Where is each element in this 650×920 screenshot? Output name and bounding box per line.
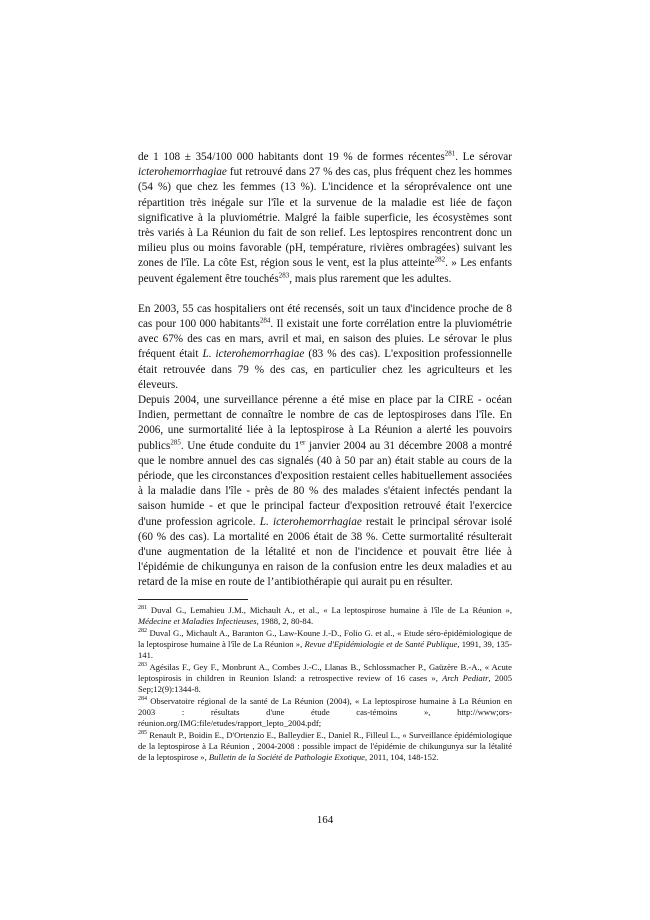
text-run: , 1991, 39, 135-141. [138, 638, 512, 660]
italic-text: Médecine et Maladies Infectieuses [138, 615, 257, 626]
footnote [138, 605, 512, 627]
text-run: de 1 108 ± 354/100 000 habitants dont 19 % de formes récentes [138, 151, 445, 163]
text-run: . » Les enfants peuvent également être touchés [138, 257, 512, 285]
footnote-ref: 284 [259, 316, 271, 325]
footnote-ref: 283 [138, 661, 147, 668]
footnote-ref: 281 [138, 604, 147, 611]
footnote [138, 628, 512, 661]
text-run: , 1988, 2, 80-84. [256, 615, 314, 626]
text-run: En 2003, 55 cas hospitaliers ont été recensés, soit un taux d'incidence proche de 8 cas pour 100 000 habitants [138, 302, 512, 331]
italic-text: icterohemorrhagiae [138, 166, 227, 179]
page-number: 164 [316, 814, 334, 826]
text-run: restait le principal sérovar isolé (60 % des cas). La mortalité en 2006 était de 38 %. Cette surmortalité résulterait d'une augmentation de la létalité et non de l'incidence et pouvait être liée à l'épidémie de chikungunya en raison de la confusion entre les deux maladies et au retard de la mise en route de l’antibiothérapie qui aurait pu en résulter. [138, 515, 512, 589]
footnote [138, 662, 512, 695]
text-run: , 2011, 104, 148-152. [364, 751, 439, 762]
italic-text: L. icterohemorrhagiae [202, 348, 305, 361]
text-run: . Une étude conduite du 1 [180, 439, 300, 452]
text-run: fut retrouvé dans 27 % des cas, plus fréquent chez les hommes (54 %) que chez les femmes (13 %). L'incidence et la séroprévalence ont une répartition très inégale sur l'île et la survenue de la maladie est liée de façon significative à la pluviométrie. Malgré la faible superficie, les écosystèmes sont très variés à La Réunion du fait de son relief. Les leptospires rencontrent donc un milieu plus ou moins favorable (pH, température, rivières ombragées) suivant les zones de l'île. La côte Est, région sous le vent, est la plus atteinte [138, 166, 512, 270]
italic-text: Arch Pediatr [442, 672, 489, 683]
text-run: Duval G., Michault A., Baranton G., Law-Koune J.-D., Folio G. et al., « Etude séro-épidémiologique de la leptospirose humaine à l'île de La Réunion », [138, 627, 512, 649]
paragraph [138, 150, 512, 287]
text-run: (83 % des cas). L'exposition professionnelle était retrouvée dans 79 % des cas, en particulier chez les agriculteurs et les éleveurs. [138, 348, 513, 391]
footnote [138, 730, 512, 763]
footnote-ref: 281 [444, 149, 456, 158]
document-page [138, 150, 512, 764]
italic-text: L. icterohemorrhagiae [259, 515, 362, 528]
text-run: , 2005 Sep;12(9):1344-8. [138, 672, 512, 694]
paragraph [138, 393, 512, 591]
body-text [138, 150, 512, 591]
text-run: . Il existait une forte corrélation entre la pluviométrie avec 67% des cas en mars, avril et mai, en saison des pluies. Le sérovar le plus fréquent était [138, 318, 512, 361]
paragraph [138, 302, 512, 393]
text-run: , mais plus rarement que les adultes. [289, 272, 452, 285]
italic-text: Bulletin de la Société de Pathologie Exotique [208, 751, 365, 762]
footnote-ref: 282 [138, 627, 147, 634]
text-run: . Le sérovar [455, 151, 512, 163]
footnote-ref: 283 [278, 270, 290, 279]
footnote-ref: er [299, 437, 306, 446]
text-run: janvier 2004 au 31 décembre 2008 a montré que le nombre annuel des cas signalés (40 à 50 par an) était stable au cours de la période, que les circonstances d'exposition restaient celles habituellement associées à la maladie dans l'île - près de 80 % des malades s'étaient infectés pendant la saison humide - et que le principal facteur d'exposition retrouvé était l'exercice d'une profession agricole. [138, 439, 512, 528]
footnotes [138, 605, 512, 763]
text-run: Agésilas F., Gey F., Monbrunt A., Combes J.-C., Llanas B., Schlossmacher P., Gaüzère B.-A., « Acute leptospirosis in children in Reunion Island: a retrospective review of 16 cases », [138, 661, 512, 683]
footnote-ref: 282 [434, 255, 446, 264]
text-run: Observatoire régional de la santé de La Réunion (2004), « La leptospirose humaine à La Réunion en 2003 : résultats d'une étude cas-témoins », http://www;ors-réunion.org/IMG:file/etudes/rapport_lepto_2004.pdf; [138, 695, 512, 728]
text-run: Renault P., Boidin E., D'Ortenzio E., Balleydier E., Daniel R., Filleul L., « Surveillance épidémiologique de la leptospirose à La Réunion , 2004-2008 : possible impact de l'épidémie de chikungunya sur la létalité de la leptospirose », [138, 729, 512, 762]
text-run: Depuis 2004, une surveillance pérenne a été mise en place par la CIRE - océan Indien, permettant de connaître le nombre de cas de leptospiroses dans l'île. En 2006, une surmortalité liée à la leptospirose à La Réunion a alerté les pouvoirs publics [138, 394, 512, 452]
footnote-ref: 285 [138, 729, 147, 736]
footnote-separator [138, 599, 248, 600]
footnote [138, 696, 512, 729]
footnote-ref: 284 [138, 695, 147, 702]
footnote-ref: 285 [170, 437, 181, 446]
text-run: Duval G., Lemahieu J.M., Michault A., et al., « La leptospirose humaine à l'île de La Réunion », [147, 604, 512, 615]
italic-text: Revue d'Epidémiologie et de Santé Publique [304, 638, 458, 649]
